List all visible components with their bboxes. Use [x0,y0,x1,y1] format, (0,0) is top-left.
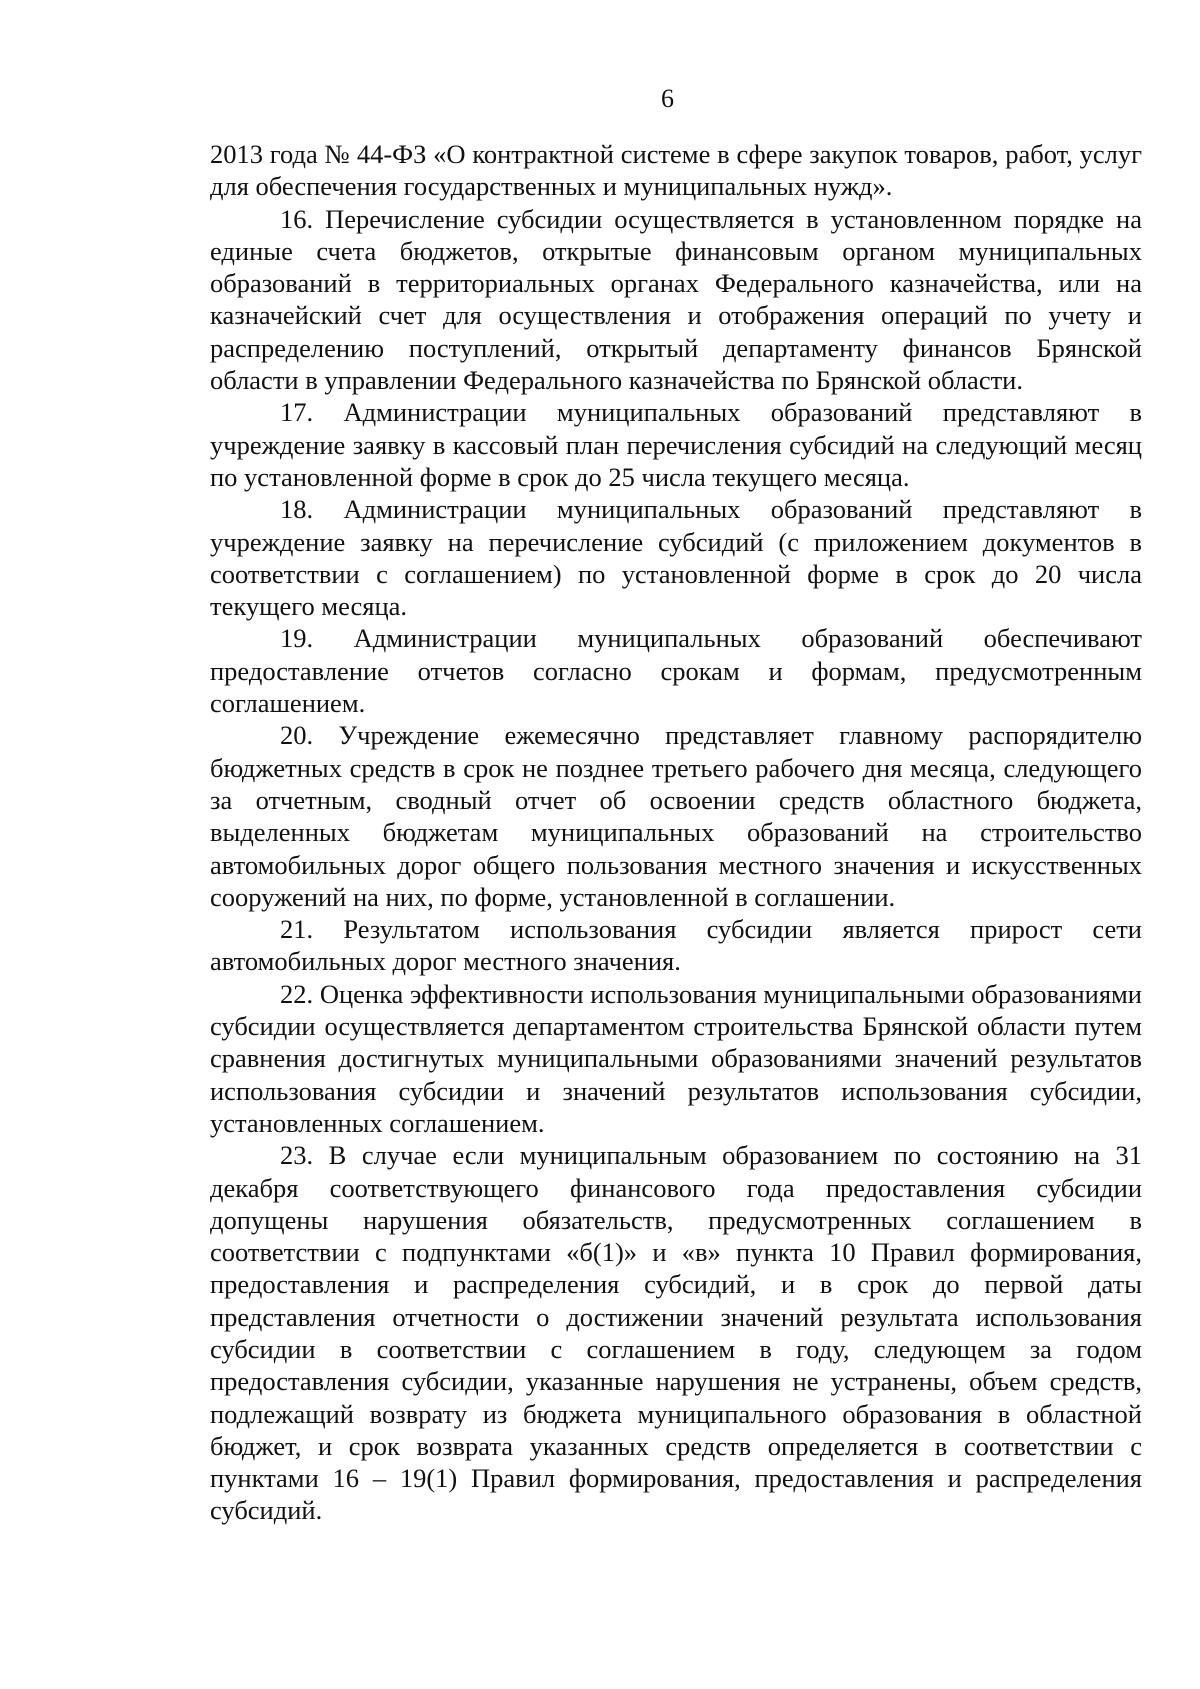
document-body [210,138,1142,1527]
paragraph-item-20: 20. Учреждение ежемесячно представляет главному распорядителю бюджетных средств в срок не позднее третьего рабочего дня месяца, следующего за отчетным, сводный отчет об освоении средств областного бюджета, выделенных бюджетам муниципальных образований на строительство автомобильных дорог общего пользования местного значения и искусственных сооружений на них, по форме, установленной в соглашении. [210,720,1142,912]
paragraph-item-16: 16. Перечисление субсидии осуществляется в установленном порядке на единые счета бюджетов, открытые финансовым органом муниципальных образований в территориальных органах Федерального казначейства, или на казначейский счет для осуществления и отображения операций по учету и распределению поступлений, открытый департаменту финансов Брянской области в управлении Федерального казначейства по Брянской области. [210,203,1142,396]
paragraph-item-19: 19. Администрации муниципальных образований обеспечивают предоставление отчетов согласно срокам и формам, предусмотренным соглашением. [210,623,1142,719]
paragraph-item-18: 18. Администрации муниципальных образований представляют в учреждение заявку на перечисление субсидий (с приложением документов в соответствии с соглашением) по установленной форме в срок до 20 числа текущего месяца. [210,494,1142,622]
paragraph-item-23: 23. В случае если муниципальным образованием по состоянию на 31 декабря соответствующего финансового года предоставления субсидии допущены нарушения обязательств, предусмотренных соглашением в соответствии с подпунктами «б(1)» и «в» пункта 10 Правил формирования, предоставления и распределения субсидий, и в срок до первой даты представления отчетности о достижении значений результата использования субсидии в соответствии с соглашением в году, следующем за годом предоставления субсидии, указанные нарушения не устранены, объем средств, подлежащий возврату из бюджета муниципального образования в областной бюджет, и срок возврата указанных средств определяется в соответствии с пунктами 16 – 19(1) Правил формирования, предоставления и распределения субсидий. [210,1140,1142,1526]
paragraph-item-22: 22. Оценка эффективности использования муниципальными образованиями субсидии осуществляется департаментом строительства Брянской области путем сравнения достигнутых муниципальными образованиями значений результатов использования субсидии и значений результатов использования субсидии, установленных соглашением. [210,978,1142,1138]
paragraph-item-21: 21. Результатом использования субсидии является прирост сети автомобильных дорог местного значения. [210,914,1142,977]
page-number: 6 [661,84,674,113]
paragraph-continuation: 2013 года № 44-ФЗ «О контрактной системе в сфере закупок товаров, работ, услуг для обеспечения государственных и муниципальных нужд». [210,139,1142,202]
paragraph-item-17: 17. Администрации муниципальных образований представляют в учреждение заявку в кассовый план перечисления субсидий на следующий месяц по установленной форме в срок до 25 числа текущего месяца. [210,397,1142,492]
